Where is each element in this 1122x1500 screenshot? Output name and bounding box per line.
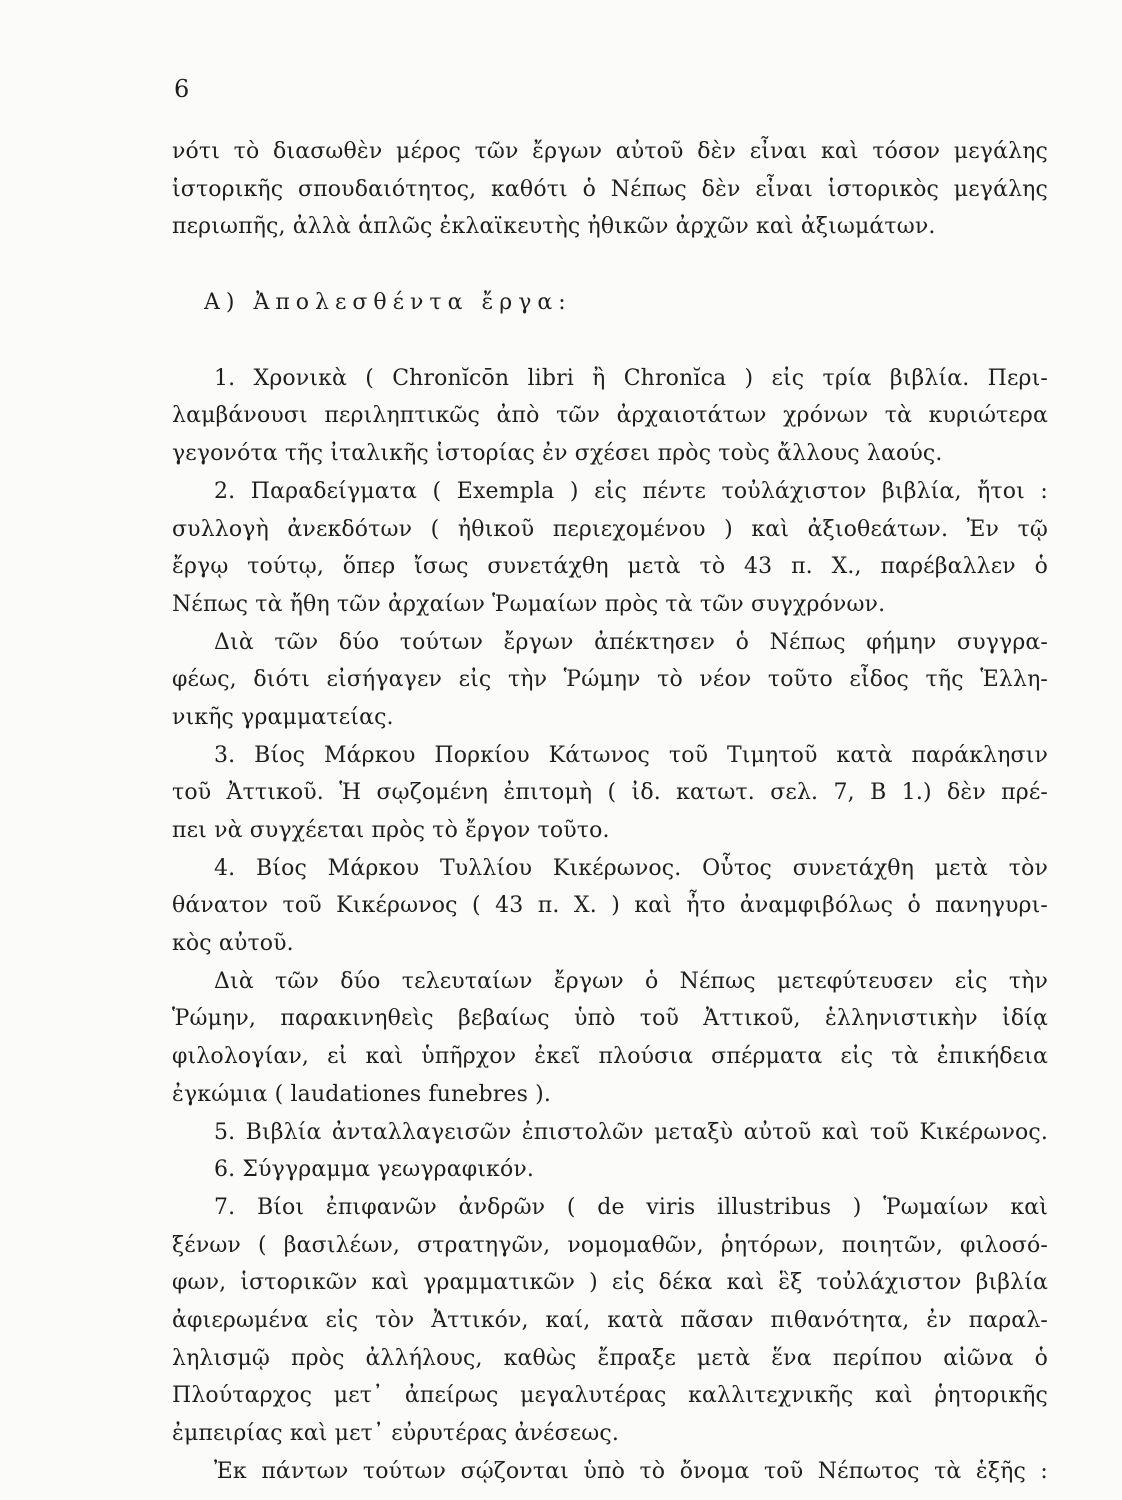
text-line: τοῦ Ἀττικοῦ. Ἡ σῳζομένη ἐπιτομὴ ( ἰδ. κατωτ. σελ. 7, Β 1.) δὲν πρέ- [172,780,1048,806]
text-line: κὸς αὐτοῦ. [172,931,294,957]
text-line: γεγονότα τῆς ἰταλικῆς ἱστορίας ἐν σχέσει πρὸς τοὺς ἄλλους λαούς. [172,441,943,467]
text-line: 4. Βίος Μάρκου Τυλλίου Κικέρωνος. Οὗτος συνετάχθη μετὰ τὸν [214,855,1048,881]
text-line: περιωπῆς, ἀλλὰ ἁπλῶς ἐκλαϊκευτὴς ἠθικῶν ἀρχῶν καὶ ἀξιωμάτων. [172,214,936,240]
text-line: Διὰ τῶν δύο τελευταίων ἔργων ὁ Νέπως μετεφύτευσεν εἰς τὴν [214,968,1048,994]
spacer [172,246,1048,284]
text-line: 2. Παραδείγματα ( Exempla ) εἰς πέντε τοὐλάχιστον βιβλία, ἤτοι : [214,478,1048,504]
text-line: ἔργῳ τούτῳ, ὅπερ ἴσως συνετάχθη μετὰ τὸ 43 π. Χ., παρέβαλλεν ὁ [172,554,1048,580]
text-line: φων, ἱστορικῶν καὶ γραμματικῶν ) εἰς δέκα καὶ ἓξ τοὐλάχιστον βιβλία [172,1270,1048,1296]
text-line: νότι τὸ διασωθὲν μέρος τῶν ἔργων αὐτοῦ δὲν εἶναι καὶ τόσον μεγάλης [172,139,1048,164]
text-line: Ῥώμην, παρακινηθεὶς βεβαίως ὑπὸ τοῦ Ἀττικοῦ, ἑλληνιστικὴν ἰδίᾳ [172,1006,1048,1032]
text-line: πει νὰ συγχέεται πρὸς τὸ ἔργον τοῦτο. [172,818,610,843]
text-line: συλλογὴ ἀνεκδότων ( ἠθικοῦ περιεχομένου ) καὶ ἀξιοθεάτων. Ἐν τῷ [172,516,1048,542]
text-line: Ἐκ πάντων τούτων σῴζονται ὑπὸ τὸ ὄνομα τοῦ Νέπωτος τὰ ἑξῆς : [214,1458,1048,1484]
text-line: 3. Βίος Μάρκου Πορκίου Κάτωνος τοῦ Τιμητοῦ κατὰ παράκλησιν [214,742,1048,768]
text-line: Νέπως τὰ ἤθη τῶν ἀρχαίων Ῥωμαίων πρὸς τὰ τῶν συγχρόνων. [172,591,886,617]
text-line: ἀφιερωμένα εἰς τὸν Ἀττικόν, καί, κατὰ πᾶσαν πιθανότητα, ἐν παραλ- [172,1307,1048,1333]
text-line: φιλολογίαν, εἰ καὶ ὑπῆρχον ἐκεῖ πλούσια σπέρματα εἰς τὰ ἐπικήδεια [172,1044,1048,1070]
text-line: ἐγκώμια ( laudationes funebres ). [172,1081,552,1107]
text-line: φέως, διότι εἰσήγαγεν εἰς τὴν Ῥώμην τὸ νέον τοῦτο εἶδος τῆς Ἑλλη- [172,667,1048,693]
text-line: ληλισμῷ πρὸς ἀλλήλους, καθὼς ἔπραξε μετὰ ἕνα περίπου αἰῶνα ὁ [172,1345,1048,1371]
spacer [172,322,1048,360]
text-line: 5. Βιβλία ἀνταλλαγεισῶν ἐπιστολῶν μεταξὺ αὐτοῦ καὶ τοῦ Κικέρωνος. [214,1119,1048,1145]
text-line: ἐμπειρίας καὶ μετ᾽ εὐρυτέρας ἀνέσεως. [172,1421,619,1446]
text-line: νικῆς γραμματείας. [172,704,394,730]
text-line: λαμβάνουσι περιληπτικῶς ἀπὸ τῶν ἀρχαιοτάτων χρόνων τὰ κυριώτερα [172,403,1048,429]
body-text [172,133,1048,1490]
section-heading: Α) Ἀπολεσθέντα ἔργα: [204,290,572,316]
text-line: θάνατον τοῦ Κικέρωνος ( 43 π. Χ. ) καὶ ἦτο ἀναμφιβόλως ὁ πανηγυρι- [172,893,1048,919]
text-line: ἱστορικῆς σπουδαιότητος, καθότι ὁ Νέπως δὲν εἶναι ἱστορικὸς μεγάλης [172,176,1048,202]
text-line: 6. Σύγγραμμα γεωγραφικόν. [214,1157,535,1183]
text-line: Διὰ τῶν δύο τούτων ἔργων ἀπέκτησεν ὁ Νέπως φήμην συγγρα- [214,629,1048,655]
text-line: 1. Χρονικὰ ( Chronĭcōn libri ἢ Chronĭca ) εἰς τρία βιβλία. Περι- [214,365,1048,391]
text-line: 7. Βίοι ἐπιφανῶν ἀνδρῶν ( de viris illustribus ) Ῥωμαίων καὶ [214,1194,1048,1220]
text-line: ξένων ( βασιλέων, στρατηγῶν, νομομαθῶν, ῥητόρων, ποιητῶν, φιλοσό- [172,1232,1048,1258]
text-line: Πλούταρχος μετ᾽ ἀπείρως μεγαλυτέρας καλλιτεχνικῆς καὶ ῥητορικῆς [172,1383,1048,1409]
page-number: 6 [174,75,190,103]
